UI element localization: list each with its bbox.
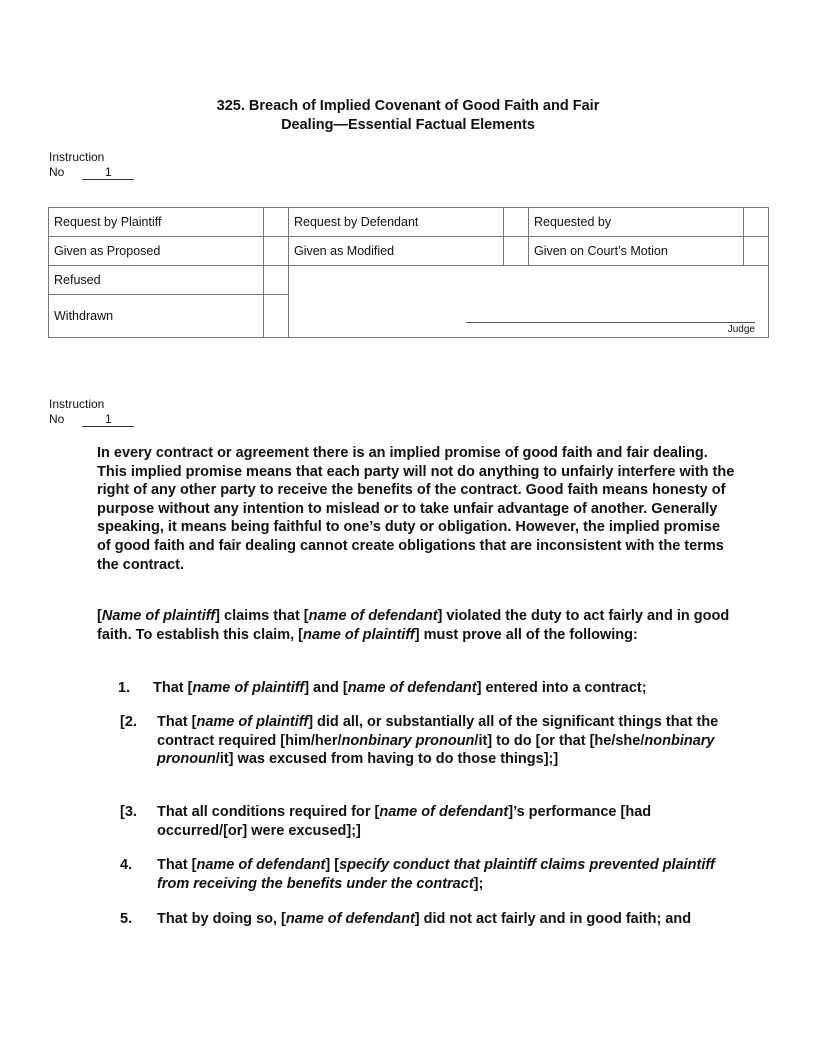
refused-label: Refused	[49, 266, 264, 295]
given-as-modified-checkbox[interactable]	[504, 237, 529, 266]
element-number: 1.	[118, 680, 131, 696]
element-item-1	[97, 679, 737, 698]
table-row	[49, 266, 769, 295]
text-segment: That [	[157, 857, 197, 873]
given-as-proposed-label: Given as Proposed	[49, 237, 264, 266]
text-segment: ] and [	[304, 680, 348, 696]
placeholder-plaintiff: Name of plaintiff	[101, 608, 216, 624]
text-segment: /it] was excused from having to do those things];]	[215, 751, 559, 768]
request-status-table	[48, 207, 769, 338]
text-segment: ] did not act fairly and in good faith; and	[414, 911, 692, 927]
instruction-number-field[interactable]: 1	[82, 166, 134, 180]
no-label: No	[49, 164, 65, 179]
element-number: [2.	[120, 714, 137, 730]
element-item-2	[97, 713, 737, 769]
placeholder-plaintiff: name of plaintiff	[303, 626, 415, 643]
element-item-5	[97, 910, 737, 929]
placeholder-defendant: name of defendant	[285, 911, 415, 927]
placeholder-pronoun: nonbinary pronoun	[157, 732, 715, 768]
placeholder-pronoun: nonbinary pronoun	[341, 732, 475, 749]
text-segment: ] violated the duty to act fairly and in good faith. To establish this claim, [	[97, 608, 730, 643]
instruction-number-field[interactable]: 1	[82, 413, 134, 427]
given-as-modified-label: Given as Modified	[288, 237, 503, 266]
request-by-plaintiff-checkbox[interactable]	[264, 208, 289, 237]
requested-by-label: Requested by	[528, 208, 743, 237]
instruction-body	[97, 444, 737, 574]
withdrawn-label: Withdrawn	[49, 295, 264, 338]
text-segment: /it] to do [or that [he/she/	[474, 732, 645, 749]
instruction-number-header	[49, 150, 134, 180]
given-as-proposed-checkbox[interactable]	[264, 237, 289, 266]
placeholder-defendant: name of defendant	[347, 680, 477, 696]
refused-checkbox[interactable]	[264, 266, 289, 295]
text-segment: ] entered into a contract;	[476, 680, 647, 696]
claim-paragraph	[97, 607, 737, 644]
text-segment: ]’s performance [had occurred/[or] were excused];]	[157, 804, 652, 839]
placeholder-conduct: specify conduct that plaintiff claims prevented plaintiff from receiving the benefits under the contract	[157, 857, 715, 892]
placeholder-plaintiff: name of plaintiff	[196, 714, 309, 730]
requested-by-checkbox[interactable]	[744, 208, 769, 237]
text-segment: That all conditions required for [	[157, 804, 380, 820]
request-by-plaintiff-label: Request by Plaintiff	[49, 208, 264, 237]
instruction-label: Instruction	[49, 397, 105, 411]
instruction-label: Instruction	[49, 150, 105, 164]
text-segment: ] did all, or substantially all of the significant things that the contract required [him/her/	[157, 714, 719, 749]
withdrawn-checkbox[interactable]	[264, 295, 289, 338]
document-title	[0, 97, 816, 135]
table-row	[49, 237, 769, 266]
placeholder-defendant: name of defendant	[308, 608, 438, 624]
element-number: [3.	[120, 804, 137, 820]
text-segment: ];	[473, 875, 484, 892]
given-on-courts-motion-label: Given on Court’s Motion	[528, 237, 743, 266]
judge-label: Judge	[727, 324, 755, 335]
element-number: 4.	[120, 857, 133, 873]
table-row	[49, 208, 769, 237]
request-by-defendant-checkbox[interactable]	[504, 208, 529, 237]
placeholder-defendant: name of defendant	[196, 857, 326, 873]
no-label: No	[49, 411, 65, 426]
judge-signature-area	[288, 266, 768, 338]
title-line-2: Dealing—Essential Factual Elements	[281, 117, 535, 133]
element-item-3	[97, 803, 737, 840]
text-segment: [	[97, 608, 102, 624]
text-segment: ] must prove all of the following:	[414, 626, 638, 643]
paragraph-implied-promise: In every contract or agreement there is an implied promise of good faith and fair dealing. This implied promise means that each party will not do anything to unfairly interfere with the right of any other party to receive the benefits of the contract. Good faith means honesty of purpose without any intention to mislead or to take unfair advantage of another. Generally speaking, it means being faithful to one’s duty or obligation. However, the implied promise of good faith and fair dealing cannot create obligations that are inconsistent with the terms the contract.	[97, 445, 735, 573]
element-item-4	[97, 856, 737, 893]
placeholder-plaintiff: name of plaintiff	[192, 680, 305, 696]
text-segment: That [	[153, 680, 193, 696]
text-segment: That [	[157, 714, 197, 730]
judge-signature-line[interactable]	[466, 322, 755, 323]
given-on-courts-motion-checkbox[interactable]	[744, 237, 769, 266]
text-segment: ] [	[325, 857, 340, 873]
instruction-number-header-2	[49, 397, 134, 427]
element-number: 5.	[120, 911, 133, 927]
request-by-defendant-label: Request by Defendant	[288, 208, 503, 237]
text-segment: That by doing so, [	[157, 911, 286, 927]
text-segment: ] claims that [	[215, 608, 309, 624]
title-line-1: 325. Breach of Implied Covenant of Good Faith and Fair	[216, 98, 600, 114]
placeholder-defendant: name of defendant	[379, 804, 509, 820]
